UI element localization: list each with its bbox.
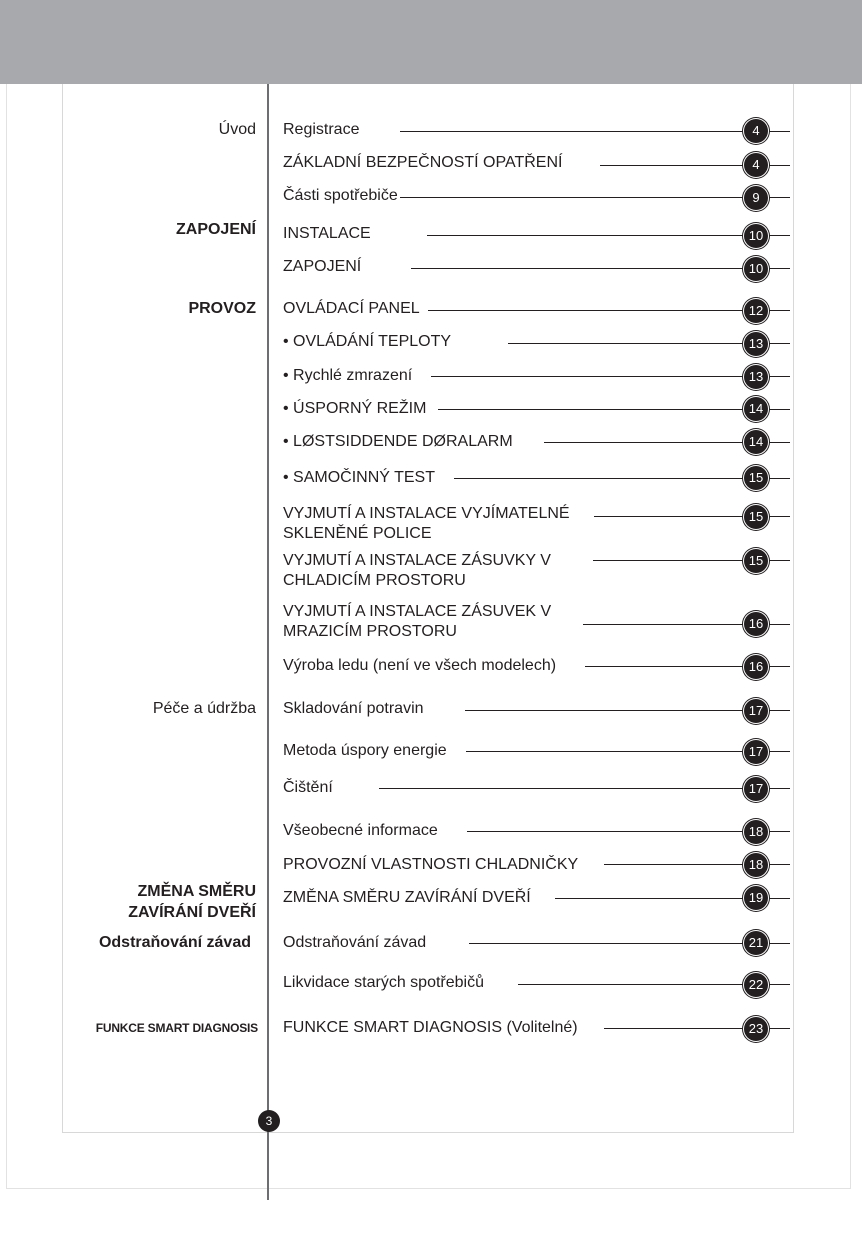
toc-entry-title: Metoda úspory energie <box>283 742 447 759</box>
page-badge: 4 <box>744 153 768 177</box>
toc-entry-title: FUNKCE SMART DIAGNOSIS (Volitelné) <box>283 1019 578 1036</box>
column-divider <box>267 84 269 1200</box>
section-provoz: PROVOZ <box>188 300 256 317</box>
page-badge: 17 <box>744 699 768 723</box>
section-zmena-smeru-line2: ZAVÍRÁNÍ DVEŘÍ <box>128 904 256 921</box>
header-band <box>0 0 862 84</box>
toc-entry-title: Čištění <box>283 779 333 796</box>
toc-entry-title: • SAMOČINNÝ TEST <box>283 469 435 486</box>
page-badge: 15 <box>744 549 768 573</box>
page-badge: 14 <box>744 397 768 421</box>
leader-line <box>467 831 790 832</box>
page-badge: 10 <box>744 257 768 281</box>
leader-line <box>465 710 790 711</box>
page-badge: 22 <box>744 973 768 997</box>
toc-entry-title-line2: SKLENĚNÉ POLICE <box>283 525 432 542</box>
page-badge: 9 <box>744 186 768 210</box>
page-badge: 12 <box>744 299 768 323</box>
toc-entry-title: PROVOZNÍ VLASTNOSTI CHLADNIČKY <box>283 856 579 873</box>
leader-line <box>411 268 790 269</box>
toc-entry-title: ZÁKLADNÍ BEZPEČNOSTÍ OPATŘENÍ <box>283 154 563 171</box>
section-zapojeni: ZAPOJENÍ <box>175 221 256 238</box>
page-badge: 4 <box>744 119 768 143</box>
toc-entry-title-line2: CHLADICÍM PROSTORU <box>283 572 466 589</box>
page-badge: 18 <box>744 820 768 844</box>
toc-entry-title-line1: VYJMUTÍ A INSTALACE VYJÍMATELNÉ <box>283 505 570 522</box>
page-badge: 10 <box>744 224 768 248</box>
leader-line <box>438 409 790 410</box>
page-badge: 16 <box>744 655 768 679</box>
toc-entry-title: • Rychlé zmrazení <box>283 367 413 384</box>
toc-entry-title: ZMĚNA SMĚRU ZAVÍRÁNÍ DVEŘÍ <box>283 889 531 906</box>
toc-entry-title-line1: VYJMUTÍ A INSTALACE ZÁSUVKY V <box>283 552 551 569</box>
toc-entry-title: OVLÁDACÍ PANEL <box>283 300 420 317</box>
toc-entry-title: ZAPOJENÍ <box>283 258 362 275</box>
section-pece-a-udrzba: Péče a údržba <box>152 700 256 717</box>
leader-line <box>466 751 790 752</box>
toc-entry-title: Části spotřebiče <box>283 187 398 204</box>
toc-entry-title: Skladování potravin <box>283 700 424 717</box>
section-odstranovani-zavad: Odstraňování závad <box>98 934 251 951</box>
toc-entry-title: Všeobecné informace <box>283 822 438 839</box>
section-uvod: Úvod <box>218 121 256 138</box>
toc-entry-title: Likvidace starých spotřebičů <box>283 974 484 991</box>
page-badge: 17 <box>744 777 768 801</box>
page-badge: 15 <box>744 505 768 529</box>
toc-entry-title: Odstraňování závad <box>283 934 427 951</box>
toc-entry-title-line2: MRAZICÍM PROSTORU <box>283 623 457 640</box>
page-badge: 15 <box>744 466 768 490</box>
section-zmena-smeru-line1: ZMĚNA SMĚRU <box>137 883 256 900</box>
section-smart-diagnosis: FUNKCE SMART DIAGNOSIS <box>95 1021 258 1035</box>
page-badge: 21 <box>744 931 768 955</box>
page-badge: 14 <box>744 430 768 454</box>
toc-entry-title: Registrace <box>283 121 360 138</box>
leader-line <box>454 478 790 479</box>
leader-line <box>469 943 790 944</box>
toc-entry-title: Výroba ledu (není ve všech modelech) <box>283 657 557 674</box>
page-badge: 23 <box>744 1017 768 1041</box>
leader-line <box>379 788 790 789</box>
toc-entry-title-line1: VYJMUTÍ A INSTALACE ZÁSUVEK V <box>283 603 552 620</box>
leader-line <box>428 310 790 311</box>
page-badge: 19 <box>744 886 768 910</box>
page-badge: 16 <box>744 612 768 636</box>
leader-line <box>431 376 790 377</box>
toc-entry-title: • OVLÁDÁNÍ TEPLOTY <box>283 333 452 350</box>
page-badge: 17 <box>744 740 768 764</box>
leader-line <box>400 131 790 132</box>
page-badge: 13 <box>744 365 768 389</box>
toc-entry-title: INSTALACE <box>283 225 371 242</box>
page-badge: 18 <box>744 853 768 877</box>
leader-line <box>398 197 790 198</box>
page-number: 3 <box>258 1110 280 1132</box>
toc-entry-title: • ÚSPORNÝ REŽIM <box>283 400 427 417</box>
toc-entry-title: • LØSTSIDDENDE DØRALARM <box>283 433 513 450</box>
page-badge: 13 <box>744 332 768 356</box>
leader-line <box>427 235 790 236</box>
